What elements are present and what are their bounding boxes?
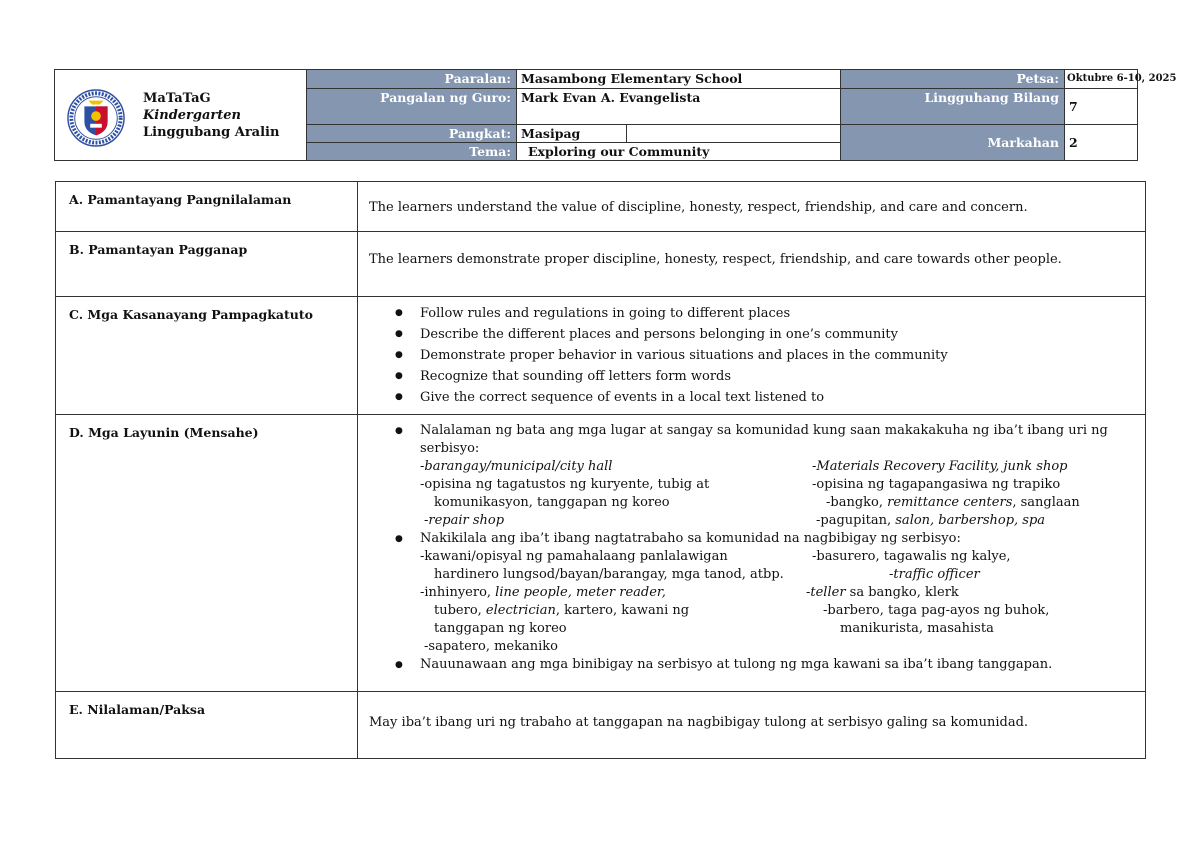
worker-text: line people, meter reader, [495, 585, 666, 600]
brand-line1: MaTaTaG [143, 91, 211, 106]
row-b-label: B. Pamantayan Pagganap [56, 232, 358, 296]
brand-line3: Linggubang Aralin [143, 125, 280, 140]
worker-item: -basurero, tagawalis ng kalye, [812, 549, 1011, 564]
row-b-text: The learners demonstrate proper discipline, honesty, respect, friendship, and care towards other people. [369, 252, 1062, 267]
worker-text: sa bangko, klerk [845, 585, 959, 600]
place-item [826, 494, 1139, 512]
paaralan-value: Masambong Elementary School [516, 70, 840, 88]
worker-item [420, 602, 823, 620]
list-item: ● Recognize that sounding off letters form words [369, 366, 1139, 387]
bilang-label: Lingguhang Bilang [840, 88, 1064, 124]
places-list [420, 458, 1139, 530]
place-item: -repair shop [424, 513, 505, 528]
competency-list [369, 303, 1139, 408]
worker-item: manikurista, masahista [840, 621, 994, 636]
markahan-label: Markahan [840, 124, 1064, 160]
row-c-content [358, 297, 1145, 414]
row-c [56, 296, 1145, 414]
deped-seal-icon [67, 89, 125, 147]
worker-item: -barbero, taga pag-ayos ng buhok, [823, 603, 1050, 618]
brand-text [143, 90, 279, 141]
place-text: salon, barbershop, spa [895, 513, 1046, 528]
pangkat-label: Pangkat: [307, 124, 516, 142]
objectives-list [369, 530, 1139, 548]
logo-cell [55, 70, 307, 160]
row-d [56, 414, 1145, 691]
pangkat-blank [626, 124, 840, 142]
objectives-list [369, 656, 1139, 674]
list-item: ● Demonstrate proper behavior in various situations and places in the community [369, 345, 1139, 366]
petsa-label: Petsa: [840, 70, 1064, 88]
row-e-text: May iba’t ibang uri ng trabaho at tanggapan na nagbibigay tulong at serbisyo galing sa komunidad. [369, 715, 1029, 730]
objective-1-text: Nalalaman ng bata ang mga lugar at sangay sa komunidad kung saan makakakuha ng iba’t ibang uri ng serbisyo: [420, 423, 1108, 456]
paaralan-label: Paaralan: [307, 70, 516, 88]
worker-text: electrician [485, 603, 556, 618]
petsa-value: Oktubre 6-10, 2025 [1064, 70, 1137, 88]
brand-line2: Kindergarten [143, 108, 241, 123]
list-item [369, 656, 1139, 674]
worker-text: , kartero, kawani ng [555, 603, 690, 618]
worker-item [806, 584, 1139, 602]
place-text: remittance centers [887, 495, 1013, 510]
place-item: -opisina ng tagapangasiwa ng trapiko [812, 477, 1061, 492]
row-a [56, 182, 1145, 231]
tema-value: Exploring our Community [516, 142, 840, 160]
worker-text: -inhinyero, [420, 585, 496, 600]
objective-3-text: Nauunawaan ang mga binibigay na serbisyo at tulong ng mga kawani sa iba’t ibang tanggapan. [420, 657, 1053, 672]
bilang-value: 7 [1064, 88, 1137, 124]
worker-item: -kawani/opisyal ng pamahalaang panlalawigan [420, 549, 728, 564]
place-text: -pagupitan, [816, 513, 896, 528]
markahan-value: 2 [1064, 124, 1137, 160]
place-text: , sanglaan [1012, 495, 1080, 510]
row-d-label: D. Mga Layunin (Mensahe) [56, 415, 358, 691]
row-c-label: C. Mga Kasanayang Pampagkatuto [56, 297, 358, 414]
worker-text: -teller [806, 585, 846, 600]
place-item: -barangay/municipal/city hall [420, 459, 613, 474]
place-text: -bangko, [826, 495, 888, 510]
workers-list [420, 548, 1139, 656]
list-item: ● Give the correct sequence of events in a local text listened to [369, 387, 1139, 408]
list-item: ● Follow rules and regulations in going to different places [369, 303, 1139, 324]
pangkat-value: Masipag [516, 124, 626, 142]
tema-label: Tema: [307, 142, 516, 160]
worker-item: -sapatero, mekaniko [424, 639, 558, 654]
row-a-label: A. Pamantayang Pangnilalaman [56, 182, 358, 231]
worker-item: -traffic officer [889, 567, 980, 582]
worker-item [420, 584, 806, 602]
row-e [56, 691, 1145, 758]
place-item: -opisina ng tagatustos ng kuryente, tubig at [420, 477, 710, 492]
list-item: ● Describe the different places and persons belonging in one’s community [369, 324, 1139, 345]
guro-label: Pangalan ng Guro: [307, 88, 516, 124]
guro-value: Mark Evan A. Evangelista [516, 88, 840, 124]
row-d-content [358, 415, 1145, 691]
objective-2-text: Nakikilala ang iba’t ibang nagtatrabaho sa komunidad na nagbibigay ng serbisyo: [420, 531, 961, 546]
row-e-label: E. Nilalaman/Paksa [56, 692, 358, 758]
header-table [54, 69, 1177, 161]
place-item: -Materials Recovery Facility, junk shop [812, 459, 1068, 474]
row-a-text: The learners understand the value of discipline, honesty, respect, friendship, and care and concern. [369, 200, 1028, 215]
worker-item: tanggapan ng koreo [434, 621, 567, 636]
list-item [369, 422, 1139, 458]
place-item [816, 512, 1139, 530]
objectives-list [369, 422, 1139, 458]
worker-text: tubero, [434, 603, 486, 618]
list-item [369, 530, 1139, 548]
lesson-table [55, 181, 1146, 759]
row-b [56, 231, 1145, 296]
worker-blank [816, 638, 1139, 656]
worker-item: hardinero lungsod/bayan/barangay, mga tanod, atbp. [434, 567, 784, 582]
place-item: komunikasyon, tanggapan ng koreo [434, 495, 670, 510]
